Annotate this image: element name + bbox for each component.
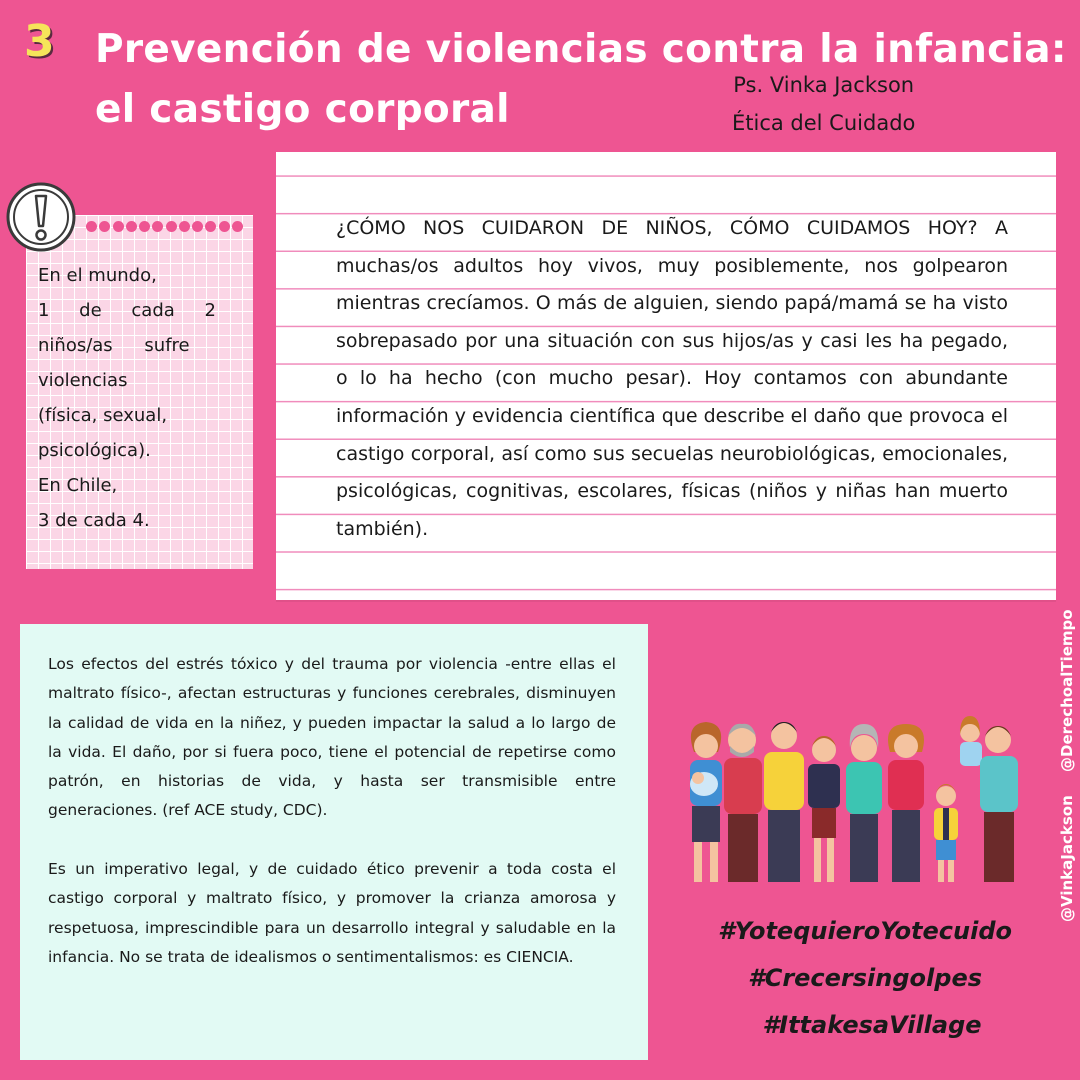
stat-line: En Chile, bbox=[38, 475, 118, 496]
person-small-child bbox=[934, 784, 958, 882]
title-line-2: el castigo corporal bbox=[95, 87, 510, 132]
hashtag[interactable]: #YotequieroYotecuido bbox=[717, 917, 1013, 945]
handle-derechoaltiempo[interactable]: @DerechoalTiempo bbox=[1058, 609, 1076, 772]
author-subtitle: Ética del Cuidado bbox=[732, 111, 916, 135]
stat-line: 3 de cada 4. bbox=[38, 510, 150, 531]
hashtags bbox=[700, 908, 1030, 1049]
person-woman-red bbox=[888, 724, 924, 882]
person-mother-with-baby bbox=[690, 722, 722, 882]
person-father bbox=[980, 726, 1018, 882]
stat-line: psicológica). bbox=[38, 440, 151, 461]
alert-icon bbox=[4, 180, 78, 254]
title-line-1: Prevención de violencias contra la infancia: bbox=[95, 27, 1067, 72]
author-block bbox=[732, 66, 915, 142]
person-girl bbox=[960, 716, 982, 766]
info-box-text bbox=[48, 650, 616, 972]
person-young-man bbox=[764, 722, 804, 882]
person-grandmother bbox=[846, 724, 882, 882]
notebook-holes bbox=[86, 221, 243, 235]
info-paragraph-1: Los efectos del estrés tóxico y del trauma por violencia -entre ellas el maltrato físico-, afectan estructuras y funciones cerebrales, disminuyen la calidad de vida en la niñez, y pueden impactar la salud a lo largo de la vida. El daño, por si fuera poco, tiene el potencial de repetirse como patrón, en historias de vida, y hasta ser transmisible entre generaciones. (ref ACE study, CDC). bbox=[48, 655, 616, 820]
hashtag[interactable]: #Crecersingolpes bbox=[748, 964, 982, 992]
stat-line: violencias bbox=[38, 370, 128, 391]
hashtag[interactable]: #IttakesaVillage bbox=[762, 1011, 982, 1039]
author-name: Ps. Vinka Jackson bbox=[733, 73, 915, 97]
main-note-text: ¿CÓMO NOS CUIDARON DE NIÑOS, CÓMO CUIDAMOS HOY? A muchas/os adultos hoy vivos, muy posiblemente, nos golpearon mientras crecíamos. O más de alguien, siendo papá/mamá se ha visto sobrepasado por una situación con sus hijos/as y casi les ha pegado, o lo ha hecho (con mucho pesar). Hoy contamos con abundante información y evidencia científica que describe el daño que provoca el castigo corporal, así como sus secuelas neurobiológicas, emocionales, psicológicas, cognitivas, escolares, físicas (niños y niñas han muerto también). bbox=[336, 217, 1008, 540]
handle-vinkajackson[interactable]: @VinkaJackson bbox=[1058, 795, 1076, 922]
stat-line: (física, sexual, bbox=[38, 405, 168, 426]
info-paragraph-2: Es un imperativo legal, y de cuidado ético prevenir a toda costa el castigo corporal y maltrato físico, y promover la crianza amorosa y respetuosa, imprescindible para un desarrollo integral y saludable en la infancia. No se trata de idealismos o sentimentalismos: es CIENCIA. bbox=[48, 860, 616, 966]
stat-line: En el mundo, bbox=[38, 265, 157, 286]
stat-text bbox=[38, 258, 228, 538]
family-illustration bbox=[668, 712, 1028, 888]
slide-number: 3 bbox=[24, 16, 55, 67]
page-title bbox=[95, 20, 1067, 140]
stat-line: niños/as sufre bbox=[38, 335, 190, 356]
stat-line: 1 de cada 2 bbox=[38, 300, 216, 321]
person-grandfather bbox=[724, 724, 762, 882]
lined-paper-note bbox=[276, 152, 1056, 600]
person-boy bbox=[808, 736, 840, 882]
